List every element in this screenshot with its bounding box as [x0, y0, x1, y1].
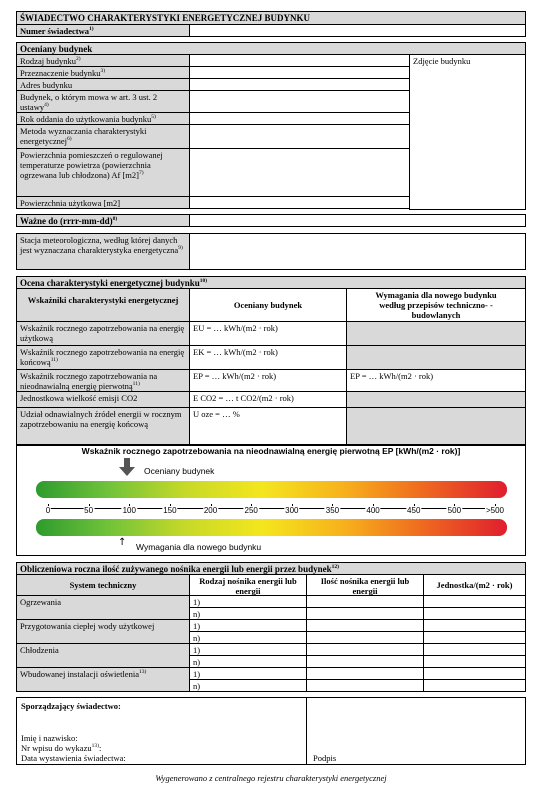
eval-row-label: Wskaźnik rocznego zapotrzebowania na nieodnawialną energię pierwotną$^{11)}$: [16, 369, 190, 392]
usage-carrier-cell[interactable]: 1): [189, 619, 307, 632]
scale-top-label: Oceniany budynek: [144, 466, 215, 476]
building-row-value[interactable]: [189, 90, 410, 113]
preparer-divider: [306, 697, 307, 765]
section-eval-header: Ocena charakterystyki energetycznej budynku$^{10)}$: [16, 276, 526, 289]
cert-number-value[interactable]: [189, 24, 526, 37]
eval-row-requirement[interactable]: EP = … kWh/(m2 · rok): [346, 369, 526, 392]
ep-scale-bar-top: [36, 481, 507, 498]
building-row-label: Rodzaj budynku$^{2)}$: [16, 54, 190, 67]
eval-row-value[interactable]: EP = … kWh/(m2 · rok): [189, 369, 347, 392]
ep-scale-bar-bottom: [36, 519, 507, 536]
preparer-name-label[interactable]: Imię i nazwisko:: [21, 733, 78, 743]
weather-station-label: Stacja meteorologiczna, według której danych jest wyznaczana charakterystyka energetyczna$^{9)}$: [16, 233, 190, 270]
eval-row-value[interactable]: U oze = … %: [189, 407, 347, 446]
usage-row-label: Wbudowanej instalacji oświetlenia$^{13)}$: [16, 667, 190, 692]
scale-tick-label: 50: [84, 506, 94, 515]
usage-carrier-cell[interactable]: 1): [189, 595, 307, 608]
scale-bottom-label: Wymagania dla nowego budynku: [136, 542, 262, 552]
building-row-value[interactable]: [189, 124, 410, 149]
eval-row-requirement: [346, 321, 526, 346]
requirement-arrow-icon: ↑: [118, 537, 127, 548]
eval-row-label: Wskaźnik rocznego zapotrzebowania na energię użytkową: [16, 321, 190, 346]
usage-carrier-cell[interactable]: 1): [189, 643, 307, 656]
usage-row-label: Przygotowania ciepłej wody użytkowej: [16, 619, 190, 644]
cert-number-label: Numer świadectwa$^{1)}$: [16, 24, 190, 37]
photo-label: Zdjęcie budynku: [413, 56, 471, 66]
usage-header-quantity: Ilość nośnika energii lub energii: [306, 574, 424, 596]
scale-tick-label: >500: [485, 506, 505, 515]
usage-carrier-cell[interactable]: n): [189, 679, 307, 692]
evaluated-building-arrow-icon: [119, 458, 135, 476]
usage-carrier-cell[interactable]: 1): [189, 667, 307, 680]
scale-tick-label: 100: [122, 506, 136, 515]
eval-row-requirement: [346, 345, 526, 370]
building-row-label: Przeznaczenie budynku$^{3)}$: [16, 66, 190, 79]
weather-station-value[interactable]: [189, 233, 526, 270]
scale-tick-label: 300: [285, 506, 299, 515]
ep-scale-title: Wskaźnik rocznego zapotrzebowania na nieodnawialną energię pierwotną EP [kWh/(m2 · rok)]: [81, 446, 461, 456]
eval-row-label: Jednostkowa wielkość emisji CO2: [16, 391, 190, 408]
eval-header-building: Oceniany budynek: [189, 288, 347, 322]
usage-row-label: Ogrzewania: [16, 595, 190, 620]
scale-tick-label: 200: [203, 506, 218, 515]
eval-header-indicators: Wskaźniki charakterystyki energetycznej: [16, 288, 190, 322]
scale-tick-label: 400: [366, 506, 380, 515]
eval-row-requirement: [346, 407, 526, 446]
eval-row-requirement: [346, 391, 526, 408]
eval-row-value[interactable]: EU = … kWh/(m2 · rok): [189, 321, 347, 346]
usage-quantity-cell[interactable]: [306, 679, 424, 692]
scale-tick-label: 350: [325, 506, 340, 515]
preparer-date-label[interactable]: Data wystawienia świadectwa:: [21, 753, 126, 763]
building-row-value[interactable]: [189, 148, 410, 197]
valid-until-value[interactable]: [189, 214, 526, 227]
section-usage-header: Obliczeniowa roczna ilość zużywanego nośnika energii lub energii przez budynek$^{12)}$: [16, 562, 526, 575]
scale-tick-label: 150: [163, 506, 177, 515]
eval-row-label: Wskaźnik rocznego zapotrzebowania na energię końcową$^{11)}$: [16, 345, 190, 370]
usage-row-label: Chłodzenia: [16, 643, 190, 668]
building-row-label: Powierzchnia użytkowa [m2]: [16, 196, 190, 209]
usage-header-system: System techniczny: [16, 574, 190, 596]
usage-unit-cell[interactable]: [423, 679, 526, 692]
signature-label[interactable]: Podpis: [313, 753, 337, 763]
building-row-label: Metoda wyznaczania charakterystyki energetycznej$^{6)}$: [16, 124, 190, 149]
preparer-title: Sporządzający świadectwo:: [21, 701, 121, 711]
ep-scale-panel: [16, 444, 526, 556]
scale-tick-label: 250: [244, 506, 258, 515]
usage-header-carrier: Rodzaj nośnika energii lub energii: [189, 574, 307, 596]
building-row-label: Powierzchnia pomieszczeń o regulowanej temperaturze powietrza (powierzchnia ogrzewana lub chłodzona) Af $[m2]^{7)}$: [16, 148, 190, 197]
building-photo-box[interactable]: [409, 54, 526, 210]
footer-note: Wygenerowano z centralnego rejestru charakterystyki energetycznej: [155, 773, 387, 783]
ep-scale-axis: [48, 508, 495, 509]
valid-until-label: Ważne do (rrrr-mm-dd)$^{8)}$: [16, 214, 190, 227]
building-row-value[interactable]: [189, 196, 410, 209]
scale-tick-label: 450: [407, 506, 421, 515]
eval-row-label: Udział odnawialnych źródeł energii w rocznym zapotrzebowaniu na energię końcową: [16, 407, 190, 446]
certificate-title: ŚWIADECTWO CHARAKTERYSTYKI ENERGETYCZNEJ BUDYNKU: [16, 11, 526, 25]
building-row-label: Budynek, o którym mowa w art. 3 ust. 2 ustawy$^{4)}$: [16, 90, 190, 113]
eval-header-requirements: Wymagania dla nowego budynku według przepisów techniczno- -budowlanych: [346, 288, 526, 322]
usage-carrier-cell[interactable]: n): [189, 607, 307, 620]
usage-carrier-cell[interactable]: n): [189, 655, 307, 668]
building-row-label: Adres budynku: [16, 78, 190, 91]
preparer-registry-label[interactable]: Nr wpisu do wykazu$^{13)}$:: [21, 743, 102, 753]
scale-tick-label: 500: [447, 506, 462, 515]
usage-header-unit: Jednostka/(m2 · rok): [423, 574, 526, 596]
eval-row-value[interactable]: EK = … kWh/(m2 · rok): [189, 345, 347, 370]
eval-row-value[interactable]: E CO2 = … t CO2/(m2 · rok): [189, 391, 347, 408]
building-row-label: Rok oddania do użytkowania budynku$^{5)}$: [16, 112, 190, 125]
section-building-header: Oceniany budynek: [16, 42, 526, 55]
scale-tick-label: 0: [45, 506, 51, 515]
usage-carrier-cell[interactable]: n): [189, 631, 307, 644]
